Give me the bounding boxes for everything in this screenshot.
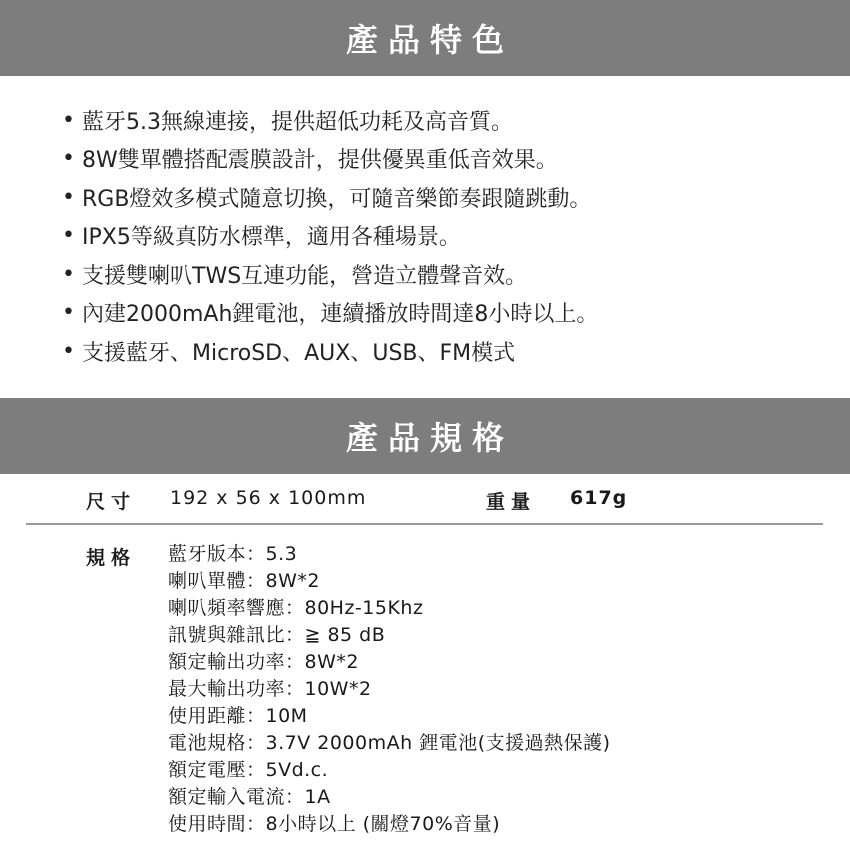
feature-item	[62, 178, 822, 217]
feature-item	[62, 140, 822, 179]
feature-text: 藍牙5.3無線連接，提供超低功耗及高音質。	[82, 109, 513, 135]
feature-text: 支援藍牙、MicroSD、AUX、USB、FM模式	[82, 340, 516, 366]
feature-item	[62, 332, 822, 371]
specs-banner	[0, 398, 850, 474]
feature-text: 支援雙喇叭TWS互連功能，營造立體聲音效。	[82, 263, 528, 289]
weight-value: 617g	[570, 487, 628, 509]
spec-line: 訊號與雜訊比：≧ 85 dB	[168, 624, 386, 646]
spec-line: 喇叭頻率響應：80Hz-15Khz	[168, 597, 424, 619]
spec-line: 使用距離：10M	[168, 705, 308, 727]
bullet-icon: •	[62, 184, 75, 210]
feature-item	[62, 217, 822, 256]
bullet-icon: •	[62, 223, 75, 249]
feature-text: IPX5等級真防水標準，適用各種場景。	[82, 225, 461, 251]
size-label: 尺寸	[86, 491, 137, 513]
features-title: 產品特色	[345, 21, 514, 59]
bullet-icon: •	[62, 338, 75, 364]
spec-line: 藍牙版本：5.3	[168, 543, 298, 565]
size-value: 192 x 56 x 100mm	[170, 487, 367, 509]
feature-item	[62, 294, 822, 333]
feature-item	[62, 101, 822, 140]
bullet-icon: •	[62, 146, 75, 172]
features-list	[62, 101, 822, 371]
dimension-weight-row	[0, 487, 850, 519]
spec-label: 規格	[86, 547, 137, 569]
spec-line: 額定輸入電流：1A	[168, 786, 331, 808]
feature-item	[62, 255, 822, 294]
feature-text: 內建2000mAh鋰電池，連續播放時間達8小時以上。	[82, 302, 599, 328]
spec-line: 額定輸出功率：8W*2	[168, 651, 359, 673]
feature-text: RGB燈效多模式隨意切換，可隨音樂節奏跟隨跳動。	[82, 186, 592, 212]
spec-line: 喇叭單體：8W*2	[168, 570, 320, 592]
spec-line: 電池規格：3.7V 2000mAh 鋰電池(支援過熱保護)	[168, 732, 611, 754]
divider	[26, 523, 823, 525]
bullet-icon: •	[62, 300, 75, 326]
features-banner	[0, 0, 850, 76]
spec-line: 最大輸出功率：10W*2	[168, 678, 372, 700]
specs-title: 產品規格	[345, 419, 514, 457]
bullet-icon: •	[62, 107, 75, 133]
spec-line: 額定電壓：5Vd.c.	[168, 759, 329, 781]
bullet-icon: •	[62, 261, 75, 287]
spec-list	[168, 541, 611, 838]
spec-line: 使用時間：8小時以上 (關燈70%音量)	[168, 813, 501, 835]
weight-label: 重量	[486, 491, 537, 513]
feature-text: 8W雙單體搭配震膜設計，提供優異重低音效果。	[82, 148, 558, 174]
